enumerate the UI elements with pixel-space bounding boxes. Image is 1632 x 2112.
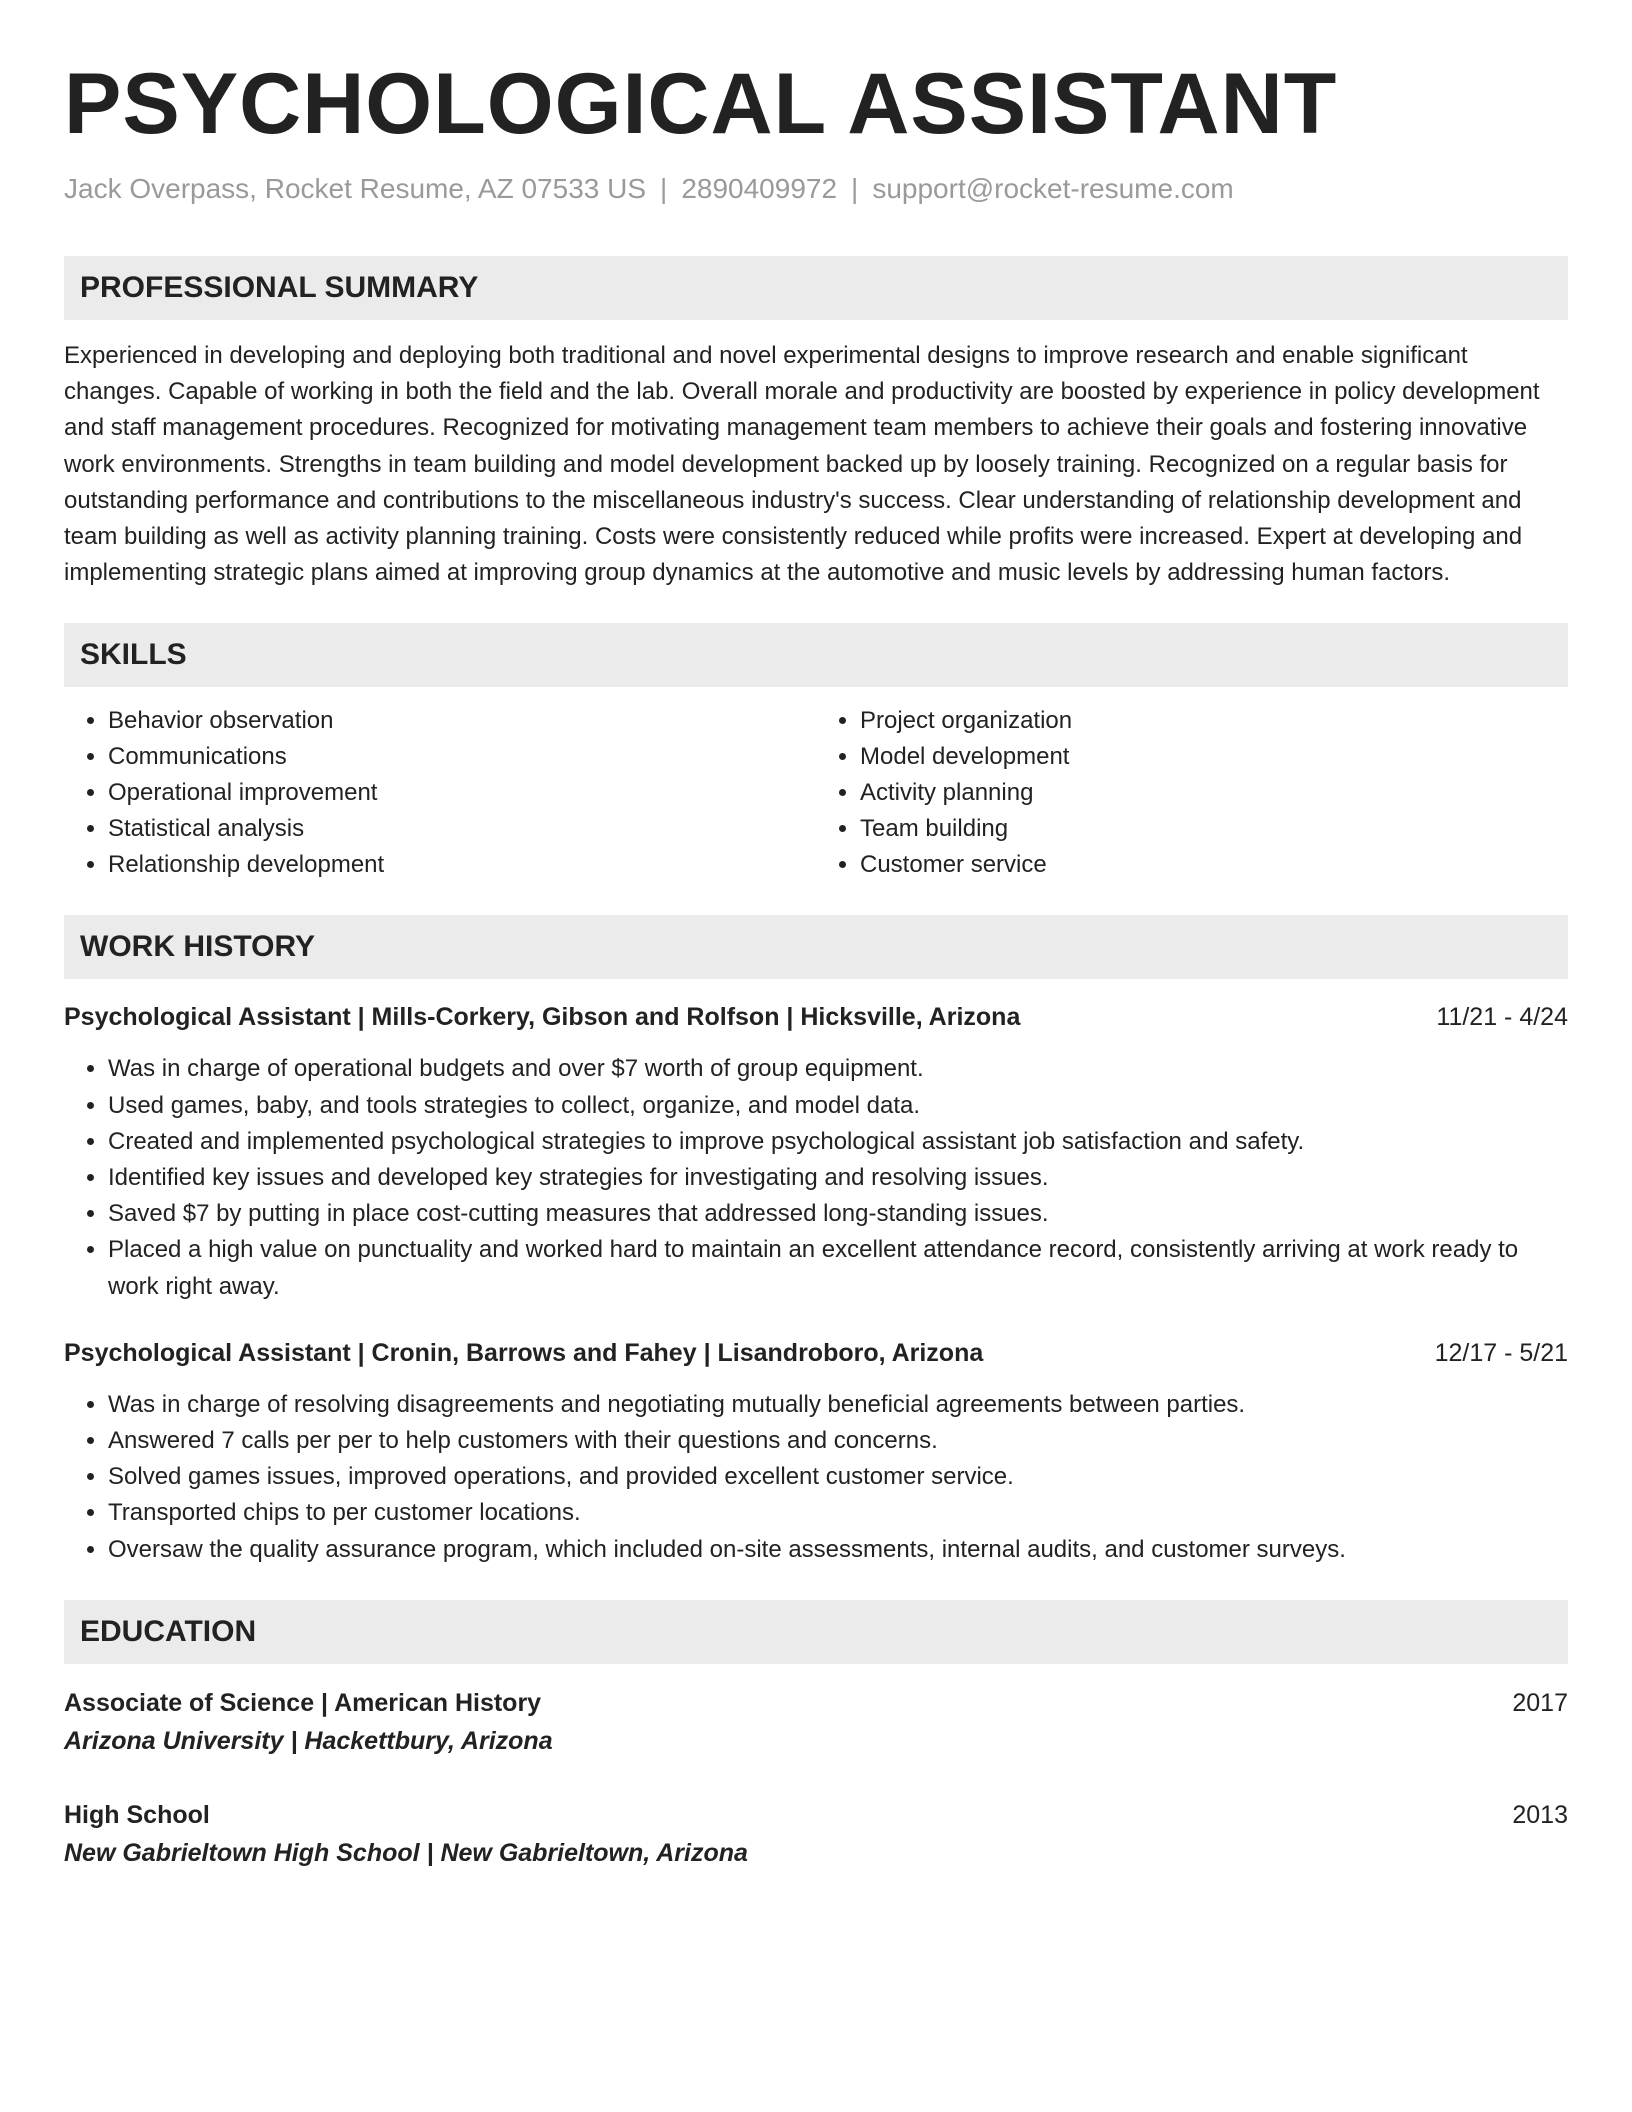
skill-item: • Communications — [108, 739, 816, 775]
job-title: Psychological Assistant | Mills-Corkery, Gibson and Rolfson | Hicksville, Arizona — [64, 1003, 1021, 1032]
education-entry — [64, 1684, 1568, 1760]
job-bullets — [64, 1387, 1568, 1568]
education-heading: EDUCATION — [64, 1600, 1568, 1664]
skills-column-right — [816, 703, 1568, 883]
job-header — [64, 1335, 1568, 1371]
job-dates: 11/21 - 4/24 — [1436, 1003, 1568, 1032]
skill-item: • Behavior observation — [108, 703, 816, 739]
skills-column-left — [64, 703, 816, 883]
education-school: Arizona University | Hackettbury, Arizona — [64, 1726, 553, 1755]
skills-heading: SKILLS — [64, 623, 1568, 687]
contact-line — [64, 172, 1568, 206]
education-header — [64, 1796, 1568, 1834]
skill-item: • Customer service — [860, 847, 1568, 883]
job-bullet: • Identified key issues and developed key strategies for investigating and resolving issues. — [108, 1160, 1568, 1196]
contact-address: Jack Overpass, Rocket Resume, AZ 07533 US — [64, 173, 647, 204]
job-bullet: • Was in charge of resolving disagreements and negotiating mutually beneficial agreements between parties. — [108, 1387, 1568, 1423]
job-bullets — [64, 1051, 1568, 1304]
contact-email: support@rocket-resume.com — [872, 173, 1234, 204]
education-year: 2017 — [1512, 1688, 1568, 1717]
job-bullet: • Answered 7 calls per per to help customers with their questions and concerns. — [108, 1423, 1568, 1459]
job-bullet: • Placed a high value on punctuality and worked hard to maintain an excellent attendance record, consistently arriving at work ready to work right away. — [108, 1232, 1568, 1304]
skill-item: • Team building — [860, 811, 1568, 847]
education-year: 2013 — [1512, 1800, 1568, 1829]
job-bullet: • Created and implemented psychological strategies to improve psychological assistant job satisfaction and safety. — [108, 1124, 1568, 1160]
resume-title: PSYCHOLOGICAL ASSISTANT — [64, 56, 1338, 152]
education-header — [64, 1684, 1568, 1722]
summary-text: Experienced in developing and deploying both traditional and novel experimental designs to improve research and enable significant changes. Capable of working in both the field and the lab. Overall morale and productivity are boosted by experience in policy development and staff management procedures. Recognized for motivating management team members to achieve their goals and fostering innovative work environments. Strengths in team building and model development backed up by loosely training. Recognized on a regular basis for outstanding performance and contributions to the miscellaneous industry's success. Clear understanding of relationship development and team building as well as activity planning training. Costs were consistently reduced while profits were increased. Expert at developing and implementing strategic plans aimed at improving group dynamics at the automotive and music levels by addressing human factors. — [64, 342, 1540, 587]
job-bullet: • Was in charge of operational budgets and over $7 worth of group equipment. — [108, 1051, 1568, 1087]
job-entry — [64, 999, 1568, 1304]
skill-item: • Operational improvement — [108, 775, 816, 811]
contact-separator: | — [851, 173, 859, 204]
skill-item: • Model development — [860, 739, 1568, 775]
job-bullet: • Oversaw the quality assurance program, which included on-site assessments, internal audits, and customer surveys. — [108, 1532, 1568, 1568]
job-title: Psychological Assistant | Cronin, Barrows and Fahey | Lisandroboro, Arizona — [64, 1338, 984, 1367]
skill-item: • Relationship development — [108, 847, 816, 883]
skills-list — [64, 703, 1568, 883]
skill-item: • Statistical analysis — [108, 811, 816, 847]
work-history-heading: WORK HISTORY — [64, 915, 1568, 979]
job-dates: 12/17 - 5/21 — [1434, 1338, 1568, 1367]
skill-item: • Project organization — [860, 703, 1568, 739]
job-bullet: • Saved $7 by putting in place cost-cutting measures that addressed long-standing issues. — [108, 1196, 1568, 1232]
skill-item: • Activity planning — [860, 775, 1568, 811]
job-bullet: • Solved games issues, improved operations, and provided excellent customer service. — [108, 1459, 1568, 1495]
job-bullet: • Transported chips to per customer locations. — [108, 1495, 1568, 1531]
contact-phone: 2890409972 — [681, 173, 838, 204]
job-entry — [64, 1335, 1568, 1568]
job-bullet: • Used games, baby, and tools strategies to collect, organize, and model data. — [108, 1088, 1568, 1124]
education-degree: High School — [64, 1800, 210, 1829]
education-entry — [64, 1796, 1568, 1872]
education-school: New Gabrieltown High School | New Gabrieltown, Arizona — [64, 1838, 748, 1867]
contact-separator: | — [660, 173, 668, 204]
summary-heading: PROFESSIONAL SUMMARY — [64, 256, 1568, 320]
education-degree: Associate of Science | American History — [64, 1688, 542, 1717]
job-header — [64, 999, 1568, 1035]
